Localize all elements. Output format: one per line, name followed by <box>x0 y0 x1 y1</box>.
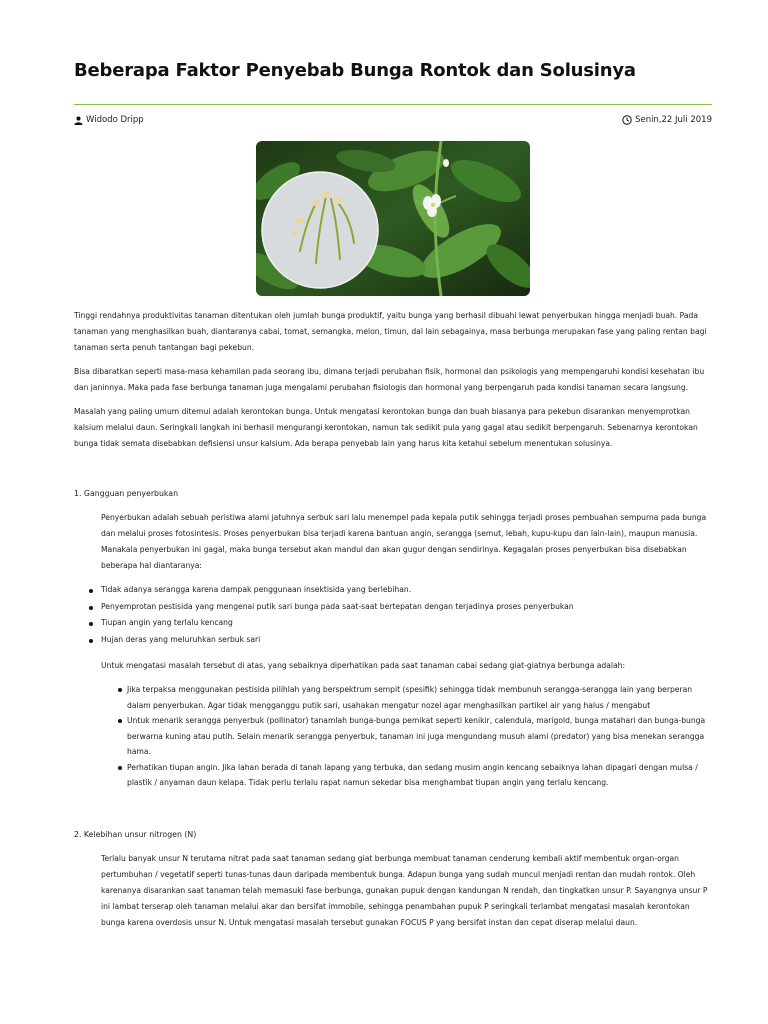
list-item: Tiupan angin yang terlalu kencang <box>74 615 714 632</box>
list-item: Hujan deras yang meluruhkan serbuk sari <box>74 632 714 649</box>
section-paragraph: Penyerbukan adalah sebuah peristiwa alami jatuhnya serbuk sari lalu menempel pada kepala putik sehingga terjadi proses pembuahan sempurna pada bunga dan melalui proses fotosintesis. Proses penyerbukan bisa terjadi karena bantuan angin, serangga (semut, lebah, kupu-kupu dan lain-lain), maupun manusia. Manakala penyerbukan ini gagal, maka bunga tersebut akan mandul dan akan gugur dengan sendirinya. Kegagalan proses penyerbukan bisa disebabkan beberapa hal diantaranya: <box>101 513 707 570</box>
clock-icon <box>622 115 632 125</box>
list-item: Jika terpaksa menggunakan pestisida pilihlah yang berspektrum sempit (spesifik) sehingga tidak membunuh serangga-serangga lain yang berperan dalam penyerbukan. Agar tidak mengganggu putik sari, usahakan mengatur nozel agar menghasilkan partikel air yang halus / mengabut <box>74 682 714 713</box>
user-icon <box>74 116 83 125</box>
section-heading: 2. Kelebihan unsur nitrogen (N) <box>74 829 197 839</box>
author-name[interactable]: Widodo Dripp <box>86 115 144 125</box>
list-item: Penyemprotan pestisida yang mengenai putik sari bunga pada saat-saat bertepatan dengan terjadinya proses penyerbukan <box>74 599 714 616</box>
intro-paragraph: Tinggi rendahnya produktivitas tanaman ditentukan oleh jumlah bunga produktif, yaitu bunga yang berhasil dibuahi lewat penyerbukan hingga menjadi buah. Pada tanaman yang menghasilkan buah, diantaranya cabai, tomat, semangka, melon, timun, dal lain sebagainya, masa berbunga merupakan fase yang paling rentan bagi tanaman serta penuh tantangan bagi pekebun. <box>74 311 707 352</box>
intro-paragraph: Masalah yang paling umum ditemui adalah kerontokan bunga. Untuk mengatasi kerontokan bunga dan buah biasanya para pekebun disarankan menyemprotkan kalsium melalui daun. Seringkali langkah ini berhasil mengurangi kerontokan, namun tak sedikit pula yang gagal atau sedikit berpengaruh. Sebenarnya kerontokan bunga tidak semata disebabkan defisiensi unsur kalsium. Ada berapa penyebab lain yang harus kita ketahui sebelum menentukan solusinya. <box>74 407 698 448</box>
publish-date: Senin,22 Juli 2019 <box>635 115 712 125</box>
intro-paragraph: Bisa dibaratkan seperti masa-masa kehamilan pada seorang ibu, dimana terjadi perubahan fisik, hormonal dan psikologis yang mempengaruhi kondisi kesehatan ibu dan janinnya. Maka pada fase berbunga tanaman juga mengalami perubahan fisiologis dan hormonal yang berpengaruh pada kondisi tanaman secara langsung. <box>74 367 705 392</box>
section-heading: 1. Gangguan penyerbukan <box>74 489 179 498</box>
author-meta <box>74 115 144 125</box>
article-body <box>74 308 714 939</box>
hero-image <box>256 141 530 296</box>
solution-intro: Untuk mengatasi masalah tersebut di atas, yang sebaiknya diperhatikan pada saat tanaman cabai sedang giat-giatnya berbunga adalah: <box>101 661 626 670</box>
causes-list <box>74 582 714 648</box>
list-item: Tidak adanya serangga karena dampak penggunaan insektisida yang berlebihan. <box>74 582 714 599</box>
date-meta <box>622 115 712 125</box>
list-item: Untuk menarik serangga penyerbuk (pollinator) tanamlah bunga-bunga pemikat seperti kenikir, calendula, marigold, bunga matahari dan bunga-bunga berwarna kuning atau putih. Selain menarik serangga penyerbuk, tanaman ini juga mengundang musuh alami (predator) yang bisa menekan serangga hama. <box>74 713 714 760</box>
section-paragraph: Terlalu banyak unsur N terutama nitrat pada saat tanaman sedang giat berbunga membuat tanaman cenderung kembali aktif membentuk organ-organ pertumbuhan / vegetatif seperti tunas-tunas daun daripada membentuk bunga. Adapun bunga yang sudah muncul menjadi rentan dan mudah rontok. Oleh karenanya disarankan saat tanaman telah memasuki fase berbunga, gunakan pupuk dengan kandungan N rendah, dan tingkatkan unsur P. Sayangnya unsur P ini lambat terserap oleh tanaman melalui akar dan bersifat immobile, sehingga penambahan pupuk P seringkali terlambat mengatasi masalah kerontokan bunga karena overdosis unsur N. Untuk mengatasi masalah tersebut gunakan FOCUS P yang bersifat instan dan cepat diserap melalui daun. <box>101 853 708 927</box>
list-item: Perhatikan tiupan angin. Jika lahan berada di tanah lapang yang terbuka, dan sedang musim angin kencang sebaiknya lahan dipagari dengan mulsa / plastik / anyaman daun kelapa. Tidak perlu terlalu rapat namun sekedar bisa menghambat tiupan angin yang terlalu kencang. <box>74 760 714 791</box>
title-divider <box>74 104 712 105</box>
article-title: Beberapa Faktor Penyebab Bunga Rontok dan Solusinya <box>74 60 636 81</box>
solutions-list <box>74 682 714 791</box>
